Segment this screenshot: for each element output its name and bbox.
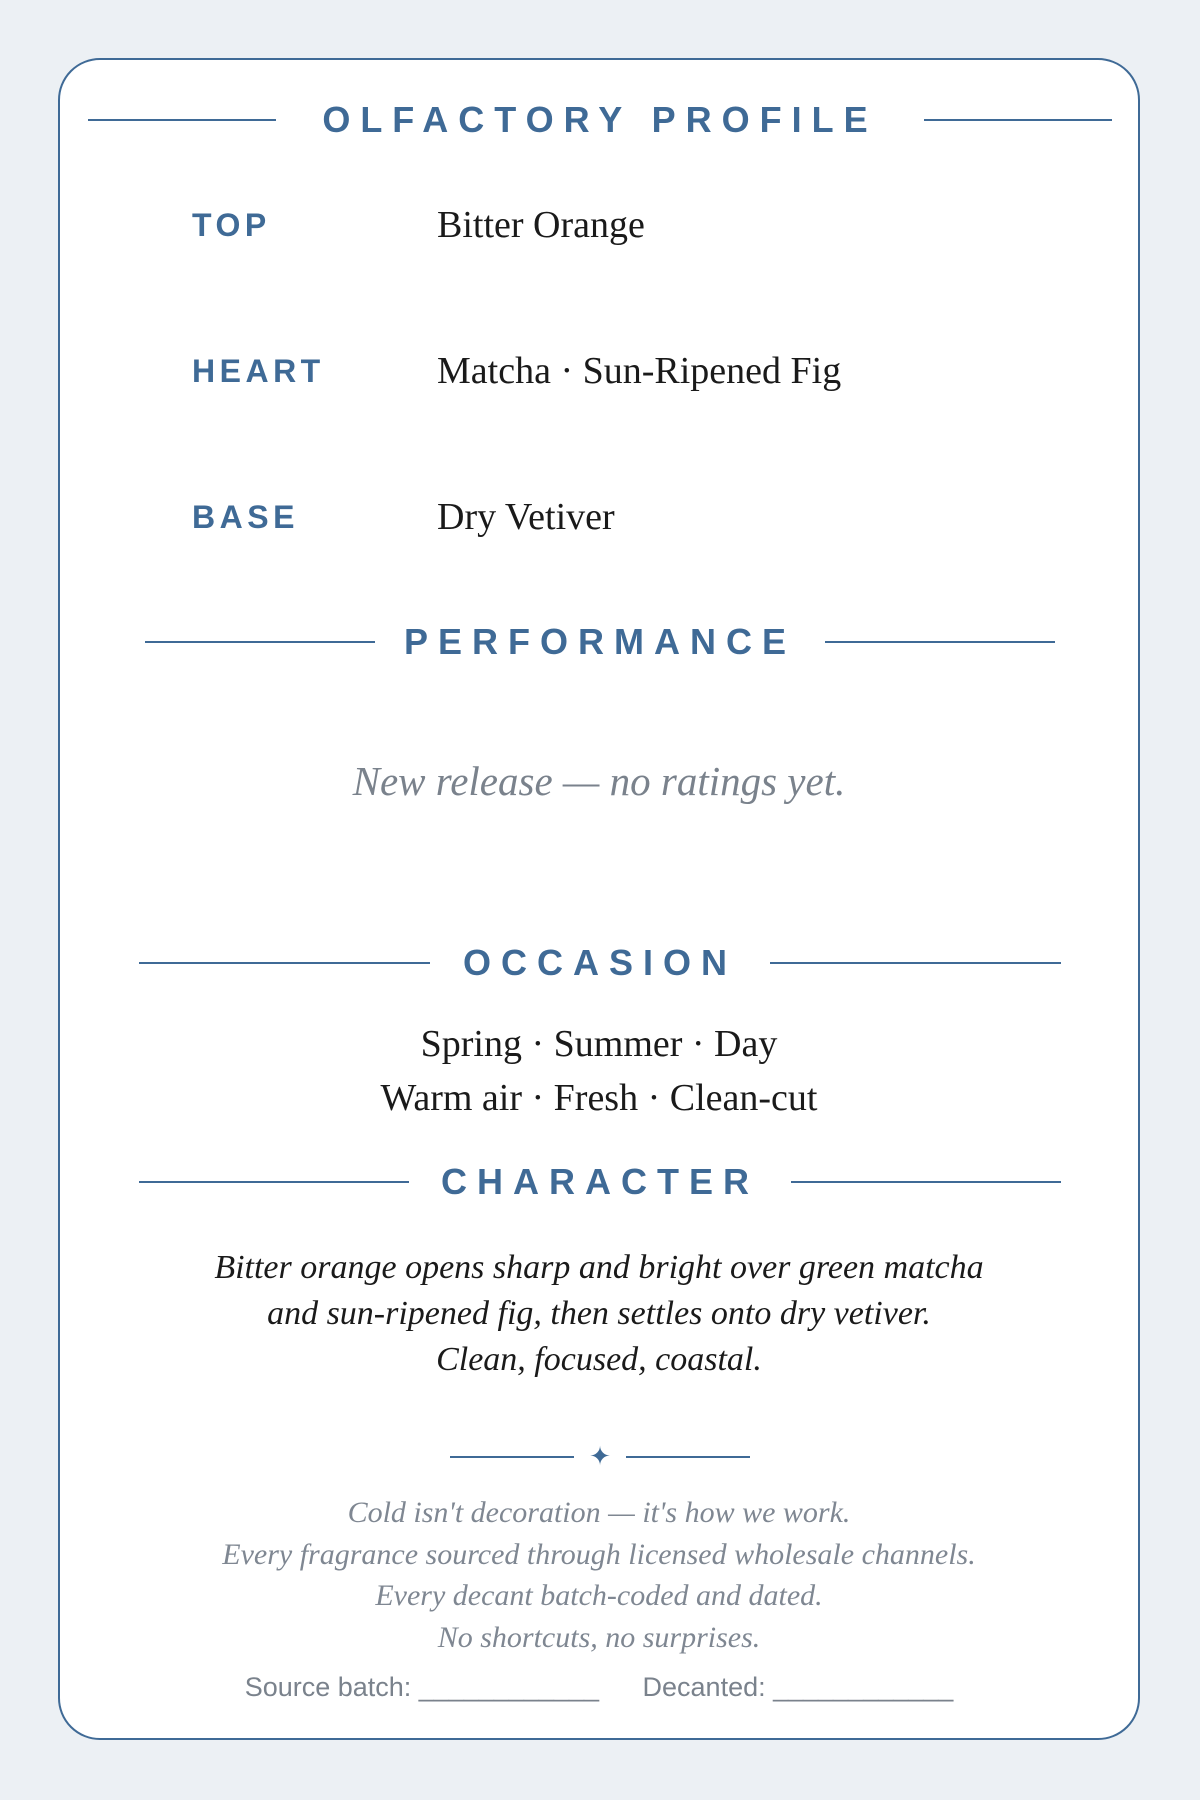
performance-note: New release — no ratings yet.: [352, 758, 846, 804]
footer-line: No shortcuts, no surprises.: [437, 1620, 761, 1654]
header-rule-left: [139, 1181, 409, 1183]
note-label-base: BASE: [192, 498, 299, 535]
footer-line: Every fragrance sourced through licensed wholesale channels.: [222, 1537, 976, 1571]
occasion-line-mood: Warm air · Fresh · Clean-cut: [380, 1077, 818, 1119]
header-rule-right: [825, 641, 1055, 643]
star-icon: ✦: [589, 1442, 611, 1472]
character-header: [139, 1162, 1061, 1202]
performance-header: [145, 622, 1055, 662]
decanted-field: Decanted: ____________: [642, 1672, 954, 1702]
note-value-top: Bitter Orange: [437, 204, 645, 246]
olfactory-profile-title: OLFACTORY PROFILE: [322, 99, 878, 140]
character-line: and sun-ripened fig, then settles onto dry vetiver.: [267, 1295, 931, 1332]
source-batch-field: Source batch: ____________: [244, 1672, 599, 1702]
note-row-base: [192, 492, 1092, 542]
header-rule-left: [88, 119, 276, 121]
note-value-base: Dry Vetiver: [437, 496, 615, 538]
character-title: CHARACTER: [441, 1161, 759, 1202]
character-description: [58, 1245, 1140, 1383]
note-row-top: [192, 200, 1092, 250]
note-row-heart: [192, 346, 1092, 396]
character-line: Bitter orange opens sharp and bright over green matcha: [214, 1249, 984, 1286]
footer-line: Every decant batch-coded and dated.: [375, 1579, 823, 1612]
occasion-title: OCCASION: [462, 942, 737, 983]
character-line: Clean, focused, coastal.: [436, 1341, 762, 1378]
profile-card: [58, 58, 1140, 1740]
performance-title: PERFORMANCE: [403, 621, 796, 662]
ornament-rule-right: [626, 1456, 750, 1458]
ornament-divider: [450, 1442, 750, 1472]
header-rule-left: [145, 641, 375, 643]
note-label-heart: HEART: [192, 352, 325, 389]
olfactory-profile-header: [88, 100, 1112, 140]
header-rule-left: [139, 962, 430, 964]
note-value-heart: Matcha · Sun-Ripened Fig: [437, 350, 842, 392]
fill-in-fields: [58, 1672, 1140, 1703]
header-rule-right: [770, 962, 1061, 964]
note-label-top: TOP: [192, 206, 271, 243]
header-rule-right: [924, 119, 1112, 121]
header-rule-right: [791, 1181, 1061, 1183]
occasion-header: [139, 943, 1061, 983]
occasion-line-seasons: Spring · Summer · Day: [420, 1023, 778, 1065]
footer-line: Cold isn't decoration — it's how we work.: [347, 1496, 851, 1529]
ornament-rule-left: [450, 1456, 574, 1458]
footer-statement: [58, 1492, 1140, 1658]
